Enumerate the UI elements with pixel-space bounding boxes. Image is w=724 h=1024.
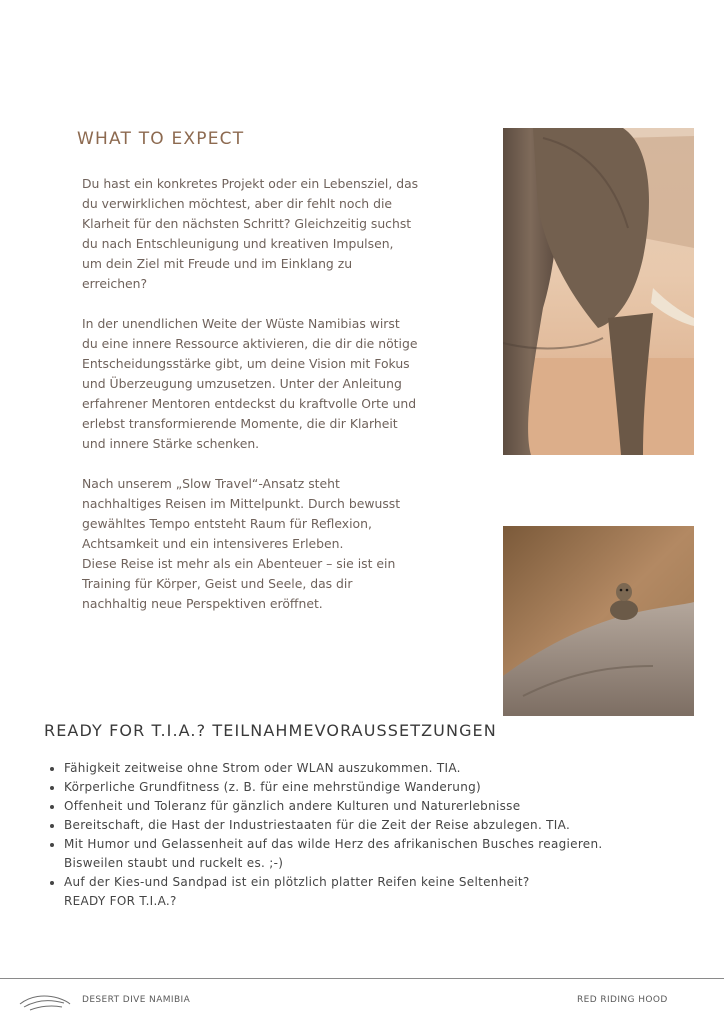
elephant-photo [503,128,694,455]
requirements-list [48,759,704,911]
list-item: • Bereitschaft, die Hast der Industriestaaten für die Zeit der Reise abzulegen. TIA. [64,816,704,835]
rock-hyrax-photo [503,526,694,716]
list-item: • Auf der Kies-und Sandpad ist ein plötzlich platter Reifen keine Seltenheit? READY FOR T.I.A.? [64,873,704,911]
list-item: • Offenheit und Toleranz für gänzlich andere Kulturen und Naturerlebnisse [64,797,704,816]
intro-paragraph-1: Du hast ein konkretes Projekt oder ein Lebensziel, das du verwirklichen möchtest, aber dir fehlt noch die Klarheit für den nächsten Schritt? Gleichzeitig suchst du nach Entschleunigung und kreativen Impulsen, um dein Ziel mit Freude und im Einklang zu erreichen? [82,176,419,291]
intro-text [82,174,454,634]
footer-divider [0,978,724,979]
intro-paragraph-2: In der unendlichen Weite der Wüste Namibias wirst du eine innere Ressource aktivieren, die dir die nötige Entscheidungsstärke gibt, um deine Vision mit Fokus und Überzeugung umzusetzen. Unter der Anleitung erfahrener Mentoren entdeckst du kraftvolle Orte und erlebst transformierende Momente, die dir Klarheit und innere Stärke schenken. [82,316,418,451]
section-heading-what-to-expect: WHAT TO EXPECT [77,129,245,149]
list-item: • Mit Humor und Gelassenheit auf das wilde Herz des afrikanischen Busches reagieren. Bisweilen staubt und ruckelt es. ;-) [64,835,704,873]
section-heading-requirements: READY FOR T.I.A.? TEILNAHMEVORAUSSETZUNGEN [44,721,497,740]
intro-paragraph-3: Nach unserem „Slow Travel“-Ansatz steht nachhaltiges Reisen im Mittelpunkt. Durch bewusst gewähltes Tempo entsteht Raum für Reflexion, Achtsamkeit und ein intensiveres Erleben. Diese Reise ist mehr als ein Abenteuer – sie ist ein Training für Körper, Geist und Seele, das dir nachhaltig neue Perspektiven eröffnet. [82,476,401,611]
footer-partner: RED RIDING HOOD [577,995,668,1005]
list-item: • Fähigkeit zeitweise ohne Strom oder WLAN auszukommen. TIA. [64,759,704,778]
footer-brand: DESERT DIVE NAMIBIA [82,995,191,1005]
desert-dive-logo-icon [18,990,72,1012]
list-item: • Körperliche Grundfitness (z. B. für eine mehrstündige Wanderung) [64,778,704,797]
